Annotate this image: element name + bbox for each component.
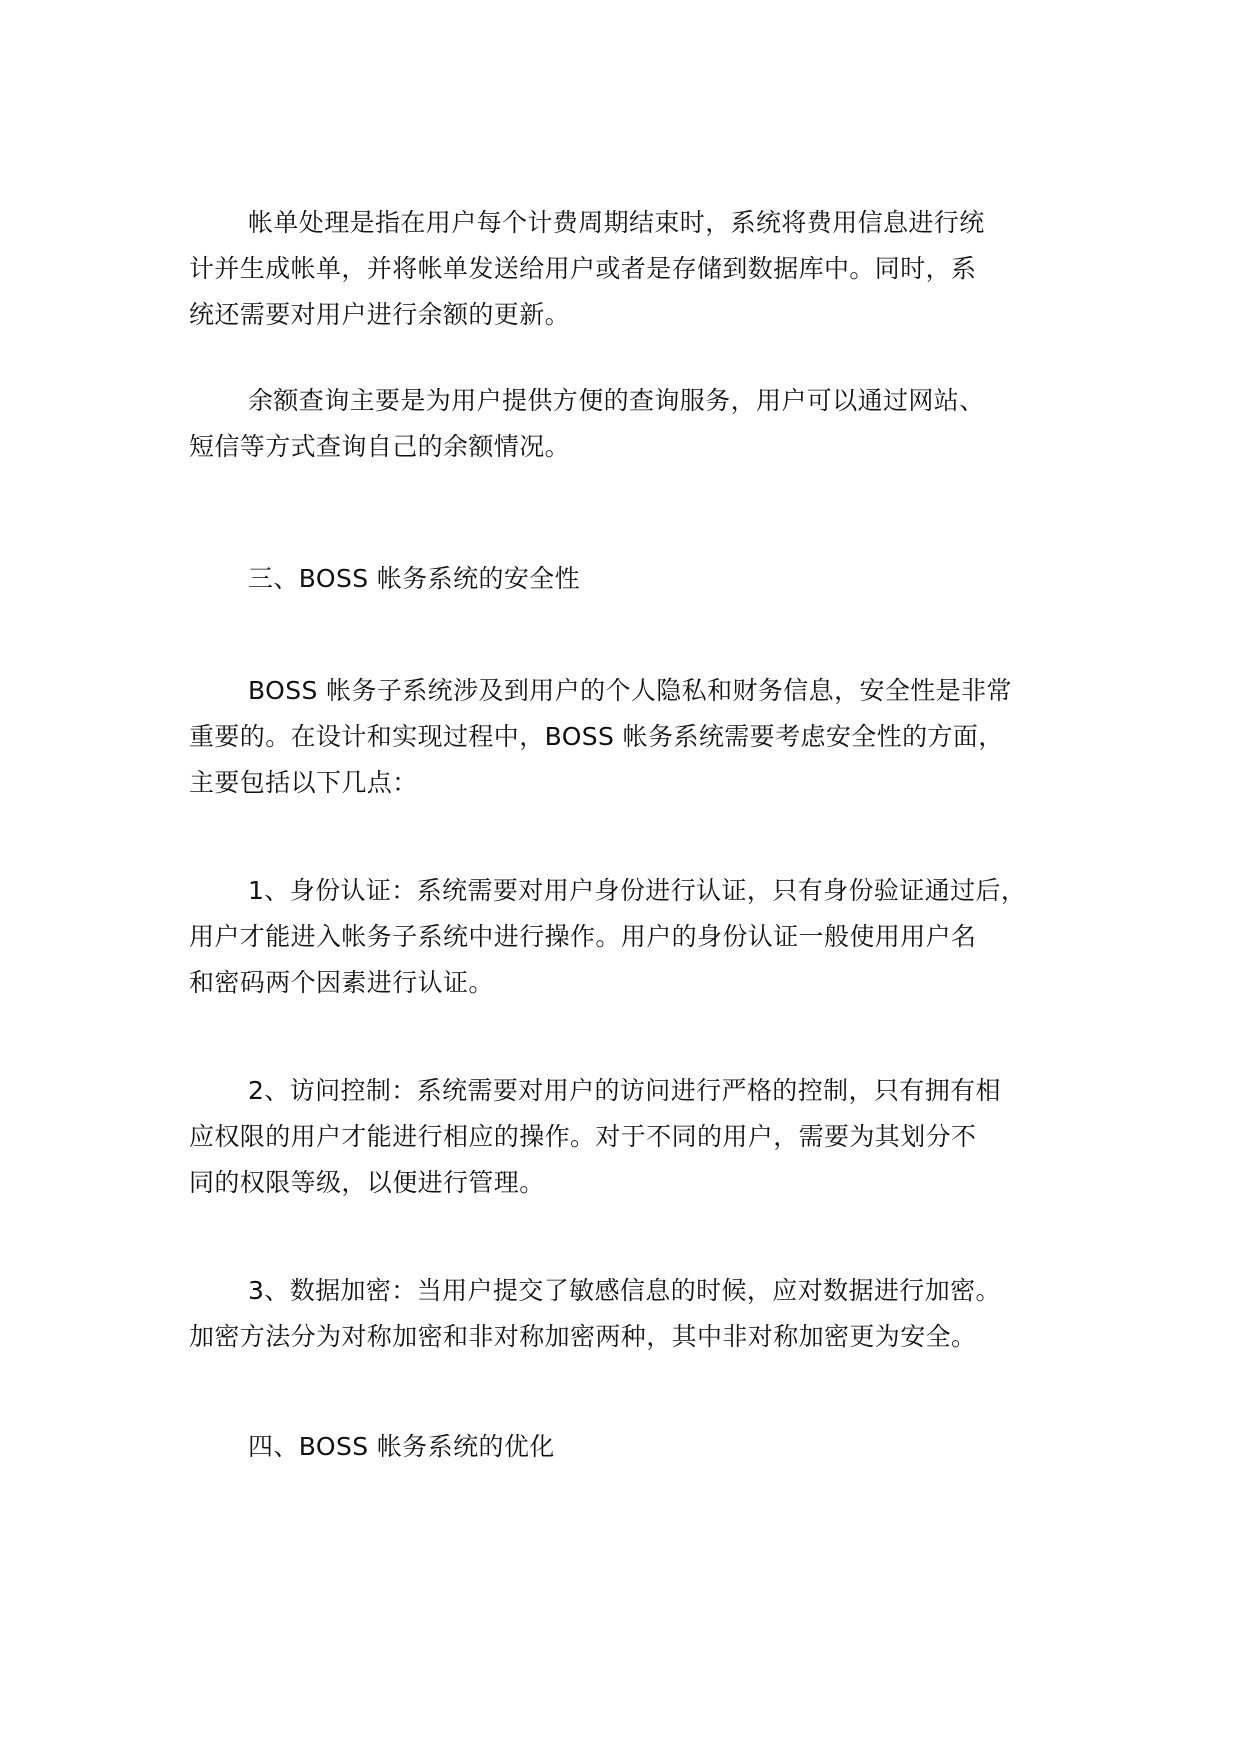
text-line: 同的权限等级，以便进行管理。 bbox=[189, 1168, 545, 1197]
paragraph-balance-query bbox=[189, 378, 1089, 470]
text-line: 余额查询主要是为用户提供方便的查询服务，用户可以通过网站、 bbox=[248, 386, 985, 415]
text-line: 和密码两个因素进行认证。 bbox=[189, 968, 494, 997]
paragraph-authentication bbox=[189, 868, 1089, 1006]
heading-text: 四、BOSS 帐务系统的优化 bbox=[248, 1432, 555, 1461]
text-line: 用户才能进入帐务子系统中进行操作。用户的身份认证一般使用用户名 bbox=[189, 922, 977, 951]
text-line: 主要包括以下几点： bbox=[189, 768, 418, 797]
text-line: 重要的。在设计和实现过程中，BOSS 帐务系统需要考虑安全性的方面， bbox=[189, 722, 1004, 751]
paragraph-access-control bbox=[189, 1068, 1089, 1206]
text-line: 加密方法分为对称加密和非对称加密两种，其中非对称加密更为安全。 bbox=[189, 1322, 977, 1351]
heading-text: 三、BOSS 帐务系统的安全性 bbox=[248, 564, 581, 593]
text-line: 统还需要对用户进行余额的更新。 bbox=[189, 300, 571, 329]
section-heading-optimization bbox=[189, 1424, 1089, 1470]
text-line: 计并生成帐单，并将帐单发送给用户或者是存储到数据库中。同时，系 bbox=[189, 254, 977, 283]
text-line: BOSS 帐务子系统涉及到用户的个人隐私和财务信息，安全性是非常 bbox=[248, 676, 1012, 705]
paragraph-security-intro bbox=[189, 668, 1089, 806]
text-line: 应权限的用户才能进行相应的操作。对于不同的用户，需要为其划分不 bbox=[189, 1122, 977, 1151]
text-line: 3、数据加密：当用户提交了敏感信息的时候，应对数据进行加密。 bbox=[248, 1276, 1001, 1305]
text-line: 短信等方式查询自己的余额情况。 bbox=[189, 432, 571, 461]
text-line: 1、身份认证：系统需要对用户身份进行认证，只有身份验证通过后， bbox=[248, 876, 1027, 905]
paragraph-billing bbox=[189, 200, 1089, 338]
text-line: 2、访问控制：系统需要对用户的访问进行严格的控制，只有拥有相 bbox=[248, 1076, 1001, 1105]
section-heading-security bbox=[189, 556, 1089, 602]
text-line: 帐单处理是指在用户每个计费周期结束时，系统将费用信息进行统 bbox=[248, 208, 985, 237]
paragraph-data-encryption bbox=[189, 1268, 1089, 1360]
